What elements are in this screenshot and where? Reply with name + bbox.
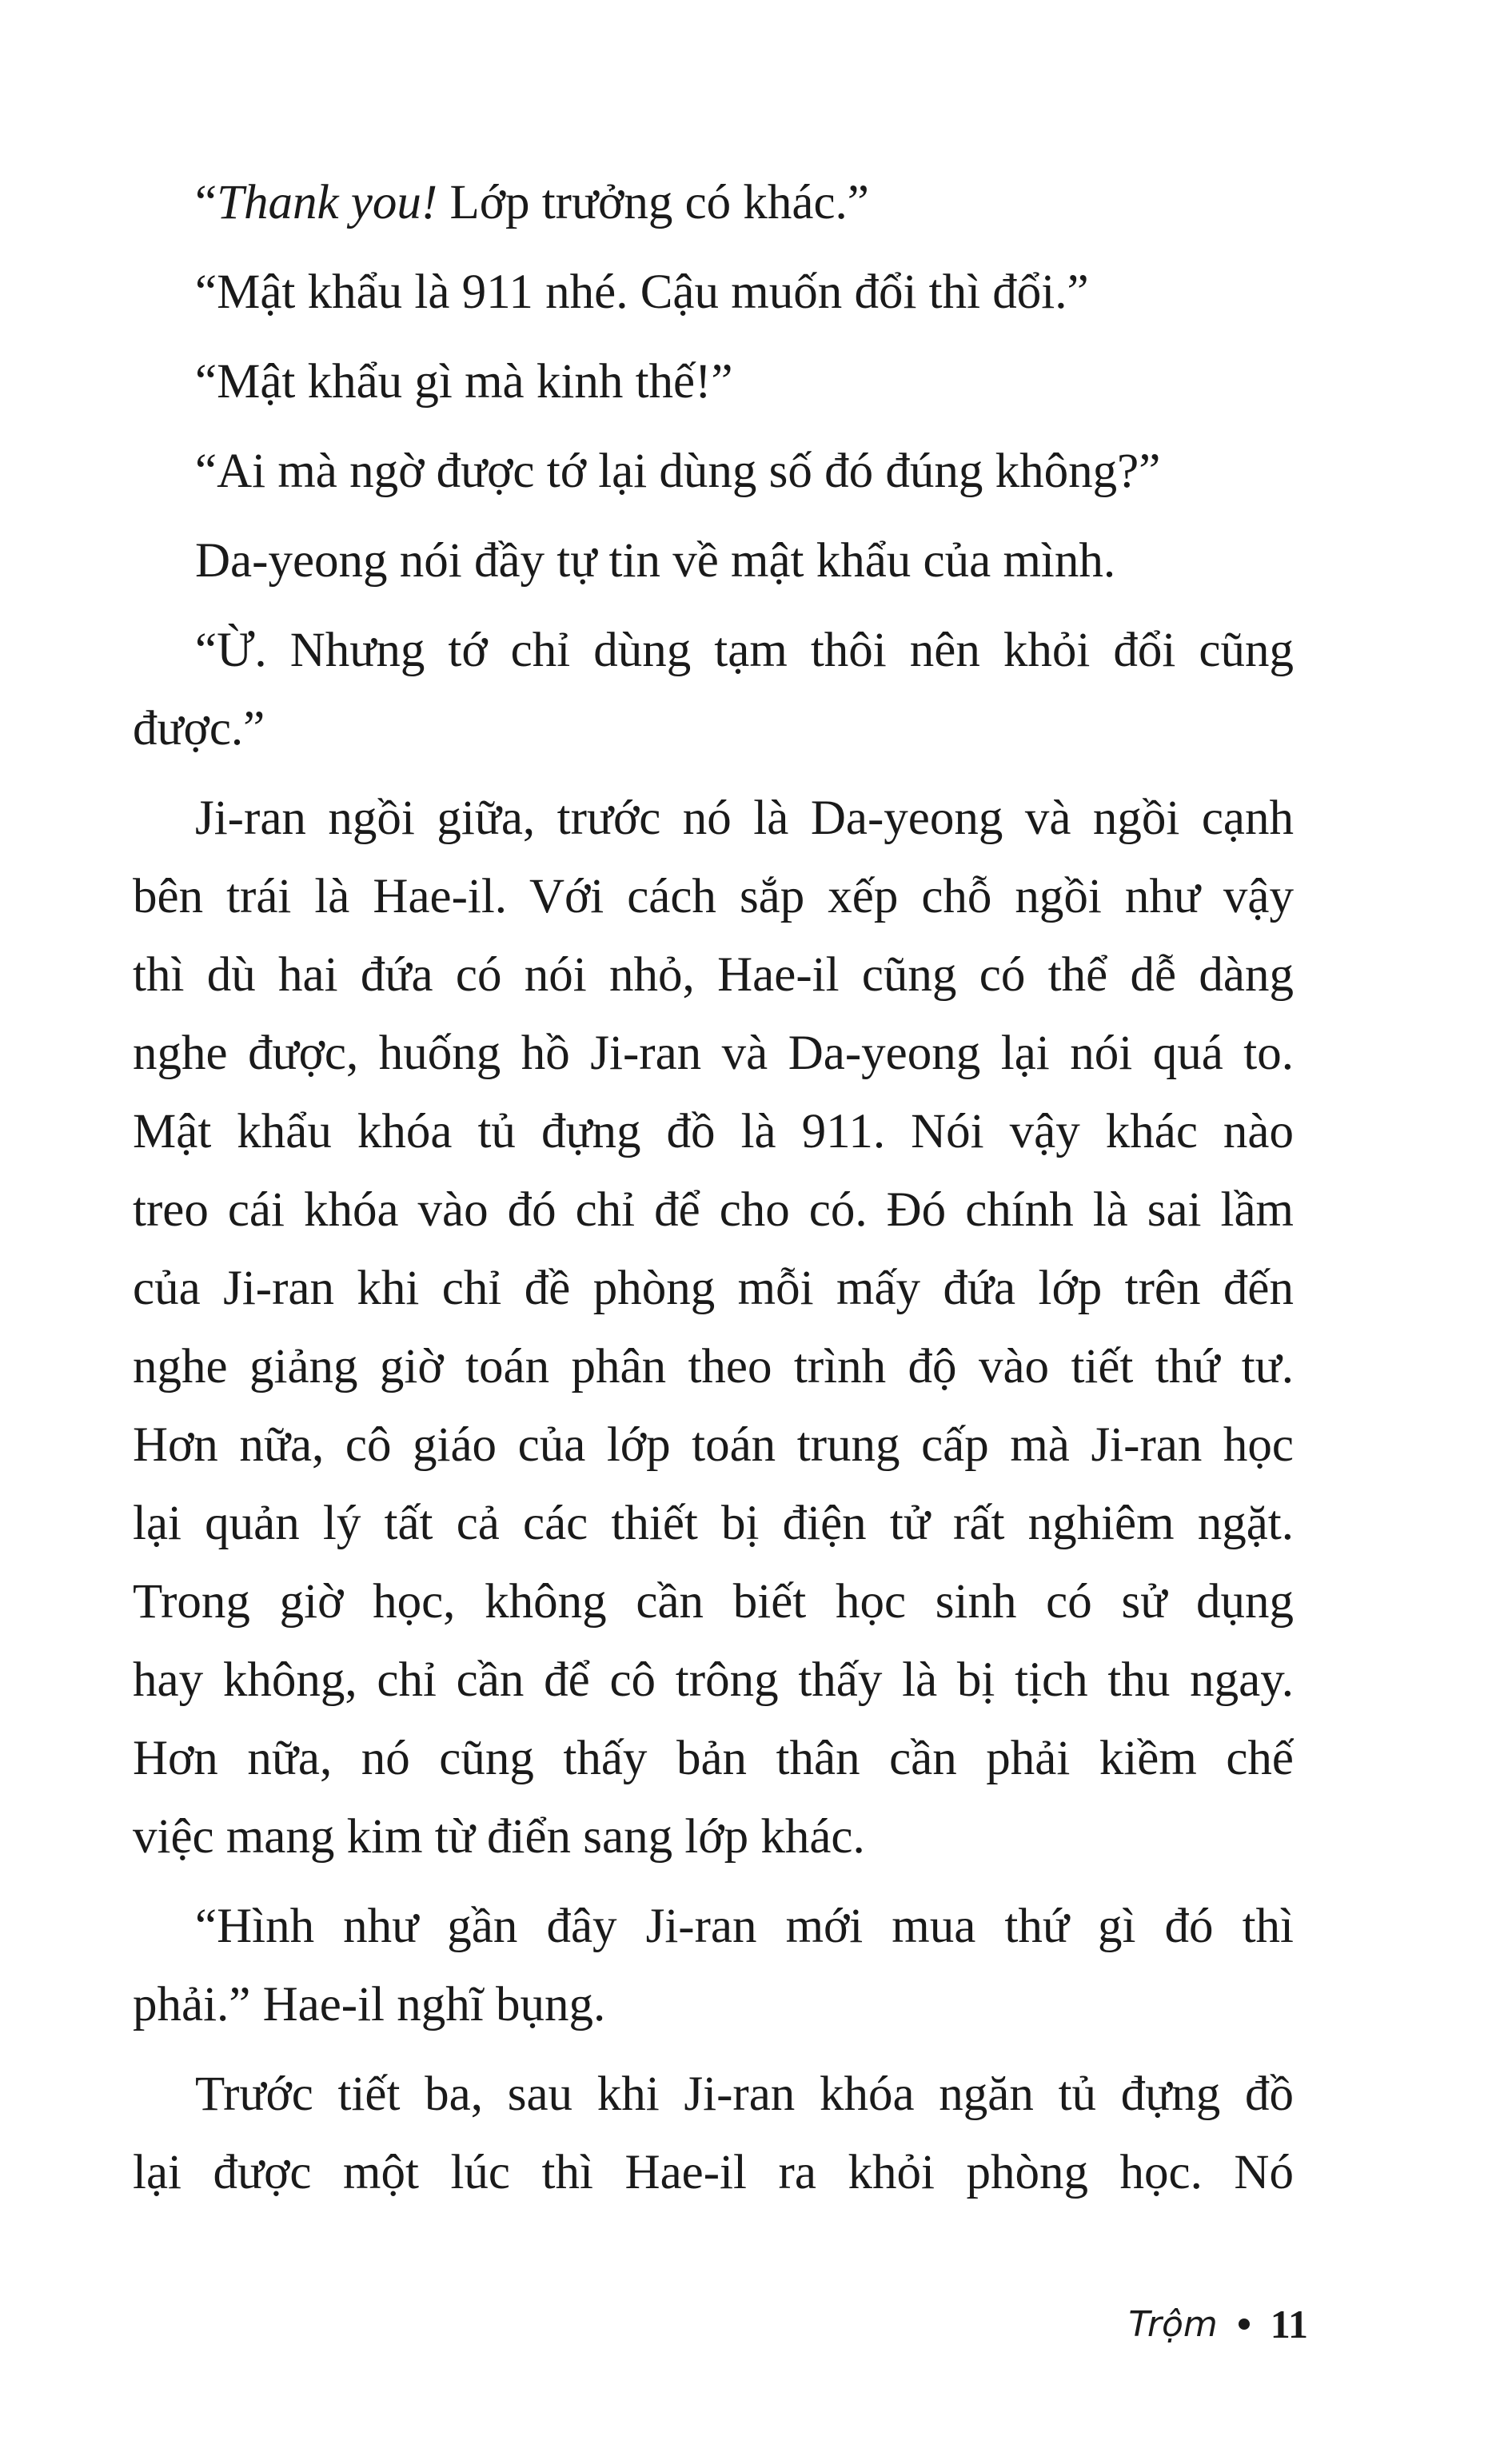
text-line: được.” bbox=[133, 702, 265, 756]
text-line: “Thank you! Lớp trưởng có khác.” bbox=[195, 176, 869, 229]
page-footer bbox=[1128, 2301, 1308, 2347]
paragraph bbox=[133, 253, 1294, 332]
text-line: Da-yeong nói đầy tự tin về mật khẩu của mình. bbox=[195, 534, 1116, 588]
text-line: “Ai mà ngờ được tớ lại dùng số đó đúng không?” bbox=[195, 445, 1161, 498]
text-line: Mật khẩu khóa tủ đựng đồ là 911. Nói vậy khác nào bbox=[133, 1105, 1294, 1158]
paragraph bbox=[133, 522, 1294, 600]
paragraph bbox=[133, 343, 1294, 421]
text-line: Trước tiết ba, sau khi Ji-ran khóa ngăn tủ đựng đồ bbox=[195, 2067, 1294, 2121]
paragraph bbox=[133, 2055, 1294, 2212]
text-line: lại được một lúc thì Hae-il ra khỏi phòng học. Nó bbox=[133, 2146, 1294, 2199]
running-title: Trộm bbox=[1128, 2303, 1218, 2345]
text-line: treo cái khóa vào đó chỉ để cho có. Đó chính là sai lầm bbox=[133, 1183, 1294, 1237]
text-line: nghe giảng giờ toán phân theo trình độ vào tiết thứ tư. bbox=[133, 1340, 1294, 1393]
paragraph bbox=[133, 433, 1294, 511]
text-line: “Ừ. Nhưng tớ chỉ dùng tạm thôi nên khỏi đổi cũng bbox=[195, 624, 1294, 677]
paragraph bbox=[133, 779, 1294, 1876]
text-line: của Ji-ran khi chỉ đề phòng mỗi mấy đứa lớp trên đến bbox=[133, 1262, 1294, 1315]
text-line: lại quản lý tất cả các thiết bị điện tử rất nghiêm ngặt. bbox=[133, 1497, 1294, 1550]
paragraph bbox=[133, 164, 1294, 242]
text-line: “Mật khẩu là 911 nhé. Cậu muốn đổi thì đổi.” bbox=[195, 265, 1089, 319]
text-line: việc mang kim từ điển sang lớp khác. bbox=[133, 1810, 865, 1864]
page-number: 11 bbox=[1270, 2302, 1308, 2346]
text-line: thì dù hai đứa có nói nhỏ, Hae-il cũng có thể dễ dàng bbox=[133, 948, 1294, 1002]
text-line: “Hình như gần đây Ji-ran mới mua thứ gì đó thì bbox=[195, 1900, 1294, 1953]
text-line: hay không, chỉ cần để cô trông thấy là bị tịch thu ngay. bbox=[133, 1653, 1294, 1707]
paragraph bbox=[133, 612, 1294, 768]
text-line: bên trái là Hae-il. Với cách sắp xếp chỗ ngồi như vậy bbox=[133, 870, 1294, 923]
text-line: “Mật khẩu gì mà kinh thế!” bbox=[195, 355, 733, 409]
text-line: Trong giờ học, không cần biết học sinh có sử dụng bbox=[133, 1575, 1294, 1629]
text-line: Hơn nữa, nó cũng thấy bản thân cần phải kiềm chế bbox=[133, 1732, 1294, 1785]
text-line: nghe được, huống hồ Ji-ran và Da-yeong lại nói quá to. bbox=[133, 1027, 1294, 1080]
separator-dot bbox=[1239, 2318, 1250, 2330]
paragraph bbox=[133, 1888, 1294, 2044]
text-line: Hơn nữa, cô giáo của lớp toán trung cấp mà Ji-ran học bbox=[133, 1418, 1294, 1472]
text-line: phải.” Hae-il nghĩ bụng. bbox=[133, 1978, 606, 2031]
body-text bbox=[133, 164, 1294, 2223]
text-line: Ji-ran ngồi giữa, trước nó là Da-yeong và ngồi cạnh bbox=[195, 791, 1294, 845]
